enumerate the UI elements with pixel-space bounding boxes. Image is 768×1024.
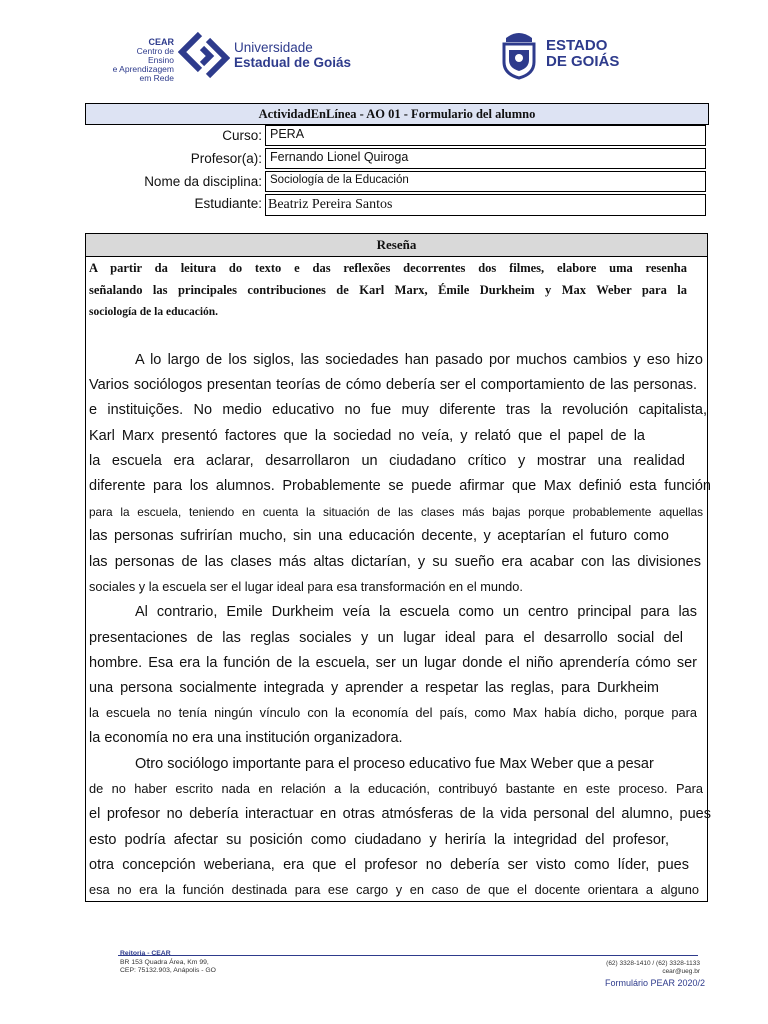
cear-acronym: CEAR [148,37,174,47]
body-line: las personas sufrirían mucho, sin una educación decente, y aceptarían el futuro como [89,528,669,544]
professor-field[interactable]: Fernando Lionel Quiroga [265,148,706,169]
body-line: esa no era la función destinada para ese cargo y en caso de que el docente orientara a alguno [89,882,699,897]
body-line: Varios sociólogos presentan teorías de cómo debería ser el comportamiento de las personas. [89,377,697,393]
body-line: sociales y la escuela ser el lugar ideal para esa transformación en el mundo. [89,579,523,594]
footer-address-2: CEP: 75132.903, Anápolis - GO [120,967,216,974]
cear-line-4: em Rede [139,73,174,83]
body-line: Al contrario, Emile Durkheim veía la escuela como un centro principal para las [135,604,697,620]
student-label: Estudiante: [194,196,262,211]
body-line: hombre. Esa era la función de la escuela, ser un lugar donde el niño aprendería cómo ser [89,655,697,671]
form-title: ActividadEnLínea - AO 01 - Formulario del alumno [85,103,709,125]
footer-org: Reitoria - CEAR [120,950,171,957]
prompt-line: A partir da leitura do texto e das reflexões decorrentes dos filmes, elabore uma resenha [89,261,687,275]
body-line: la economía no era una institución organizadora. [89,730,403,746]
discipline-label: Nome da disciplina: [144,174,262,189]
body-line: Karl Marx presentó factores que la sociedad no veía, y relató que el papel de la [89,428,645,444]
body-line: las personas de las clases más altas dictarían, y su sueño era acabar con las divisiones [89,554,701,570]
state-line-2: DE GOIÁS [546,53,620,70]
course-field[interactable]: PERA [265,125,706,146]
body-line: e instituições. No medio educativo no fue muy diferente tras la revolución capitalista, [89,402,707,418]
body-line: presentaciones de las reglas sociales y un lugar ideal para el desarrollo social del [89,630,683,646]
cear-line-2: Centro de Ensino [136,46,174,65]
body-line: Otro sociólogo importante para el proceso educativo fue Max Weber que a pesar [135,756,654,772]
body-line: de no haber escrito nada en relación a la educación, contribuyó bastante en este proceso. Para [89,781,703,796]
body-line: para la escuela, teniendo en cuenta la situación de las clases más bajas porque probablemente aquellas [89,505,703,519]
student-field[interactable]: Beatriz Pereira Santos [265,194,706,216]
footer-address [120,950,216,976]
professor-label: Profesor(a): [190,151,262,166]
discipline-field[interactable]: Sociología de la Educación [265,171,706,192]
ueg-logo-icon [178,30,230,80]
footer-address-1: BR 153 Quadra Área, Km 99, [120,958,209,966]
prompt-line: sociología de la educación. [89,306,219,318]
state-logo-text [546,38,619,70]
ueg-logo-text [234,40,351,70]
body-line: el profesor no debería interactuar en otras atmósferas de la vida personal del alumno, pues [89,806,711,822]
footer-contact [560,960,700,975]
review-title: Reseña [86,234,707,257]
body-line: la escuela era aclarar, desarrollaron un ciudadano crítico y mostrar una realidad [89,453,685,469]
body-line: la escuela no tenía ningún vínculo con la economía del país, como Max había dicho, porque para [89,705,697,720]
body-line: diferente para los alumnos. Probablemente se puede afirmar que Max definió esta función [89,478,711,494]
ueg-line-1: Universidade [234,40,313,55]
body-line: A lo largo de los siglos, las sociedades han pasado por muchos cambios y eso hizo [135,352,703,368]
footer-form-name: Formulário PEAR 2020/2 [604,978,705,988]
cear-line-3: e Aprendizagem [112,64,174,74]
course-label: Curso: [222,128,262,143]
footer-phone: (62) 3328-1410 / (62) 3328-1133 [606,960,700,967]
footer-email: cear@ueg.br [662,967,700,975]
ueg-line-2: Estadual de Goiás [234,55,352,70]
body-line: esto podría afectar su posición como ciudadano y heriría la integridad del profesor, [89,832,669,848]
cear-logo-text [112,38,174,83]
state-line-1: ESTADO [546,37,608,54]
body-line: una persona socialmente integrada y aprender a respetar las reglas, para Durkheim [89,680,659,696]
prompt-line: señalando las principales contribuciones de Karl Marx, Émile Durkheim y Max Weber para la [89,283,687,297]
state-coat-of-arms-icon [498,28,540,80]
body-line: otra concepción weberiana, era que el profesor no debería ser visto como líder, pues [89,857,689,873]
